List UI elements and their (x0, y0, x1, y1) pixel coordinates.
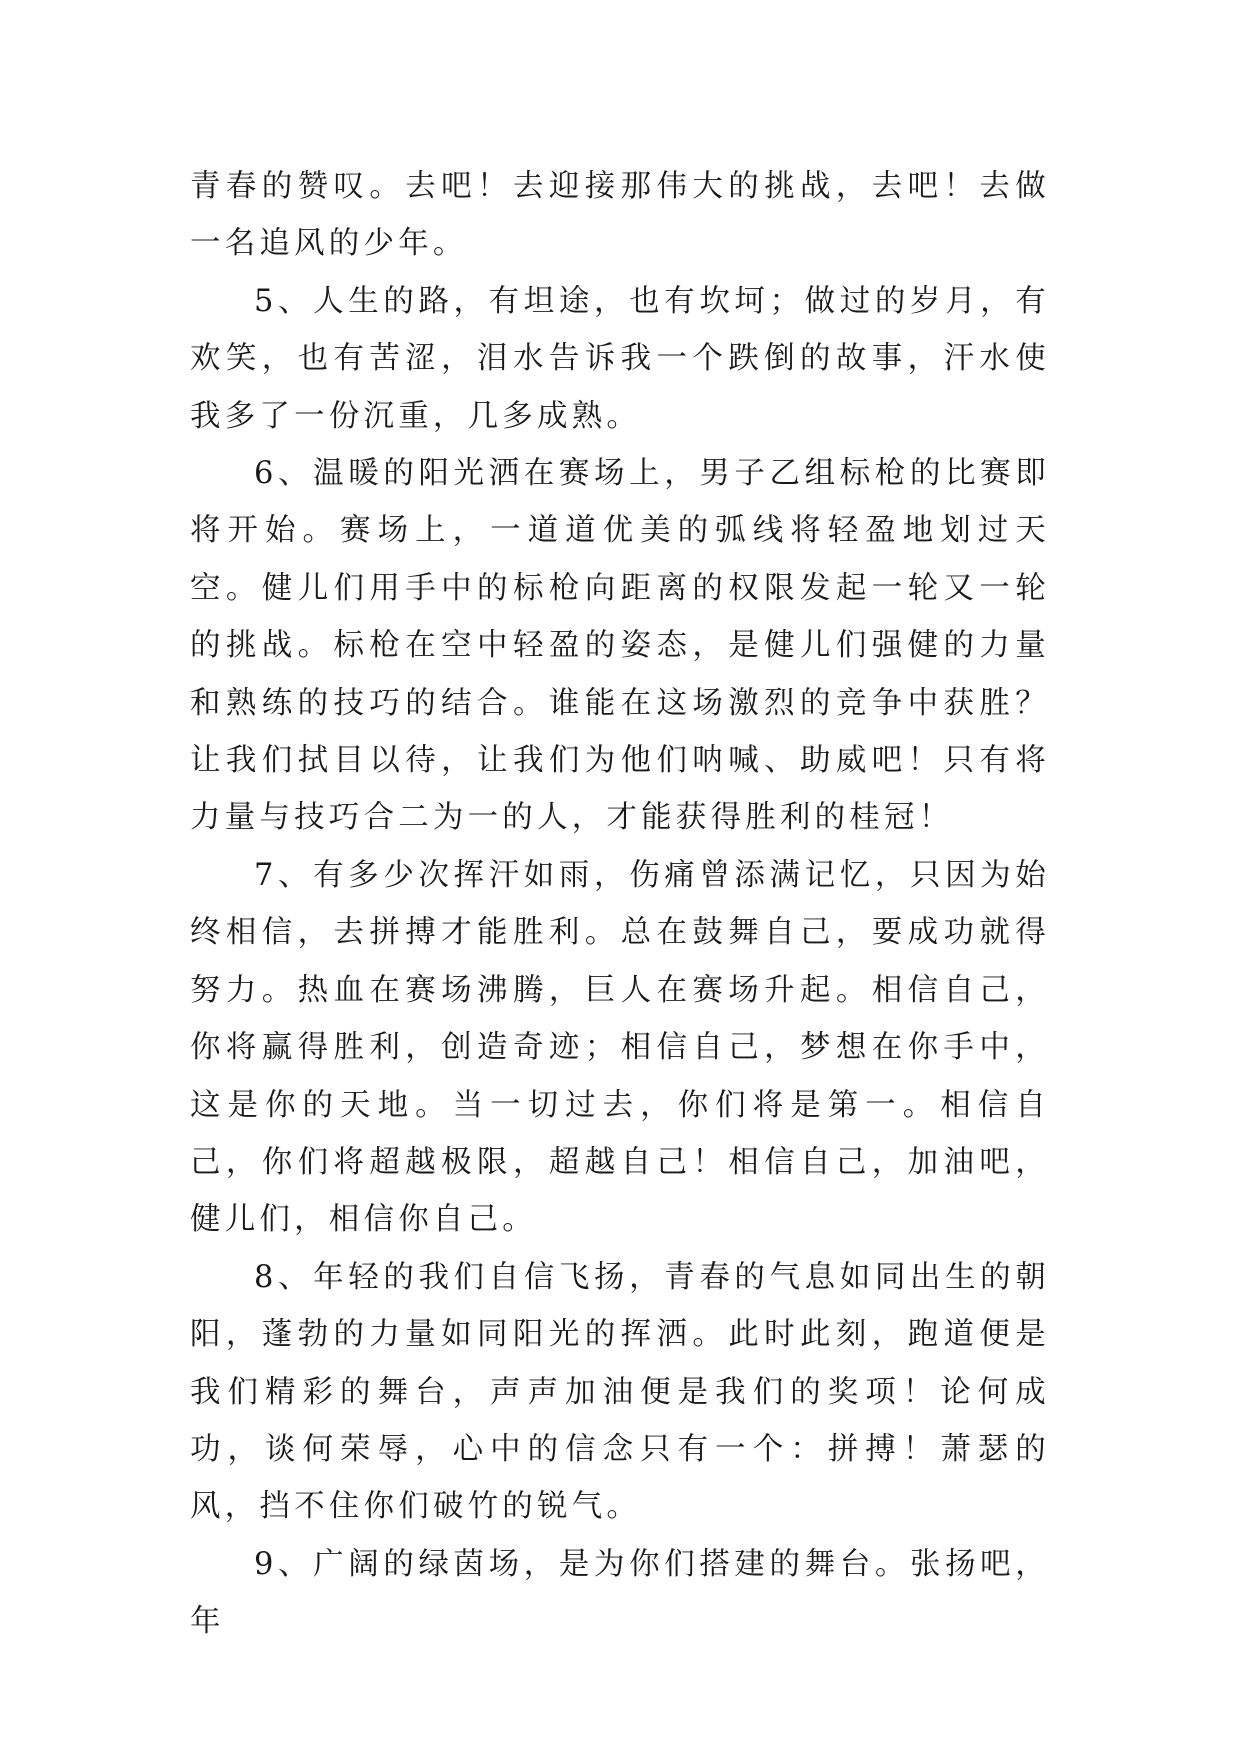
body-text (190, 158, 1050, 1651)
paragraph-5: 5、人生的路，有坦途，也有坎坷；做过的岁月，有欢笑，也有苦涩，泪水告诉我一个跌倒的故事，汗水使我多了一份沉重，几多成熟。 (190, 283, 1050, 434)
paragraph-6: 6、温暖的阳光洒在赛场上，男子乙组标枪的比赛即将开始。赛场上，一道道优美的弧线将轻盈地划过天空。健儿们用手中的标枪向距离的权限发起一轮又一轮的挑战。标枪在空中轻盈的姿态，是健儿们强健的力量和熟练的技巧的结合。谁能在这场激烈的竞争中获胜？让我们拭目以待，让我们为他们呐喊、助威吧！只有将力量与技巧合二为一的人，才能获得胜利的桂冠！ (190, 456, 1050, 836)
paragraph-9: 9、广阔的绿茵场，是为你们搭建的舞台。张扬吧，年 (190, 1546, 1050, 1640)
paragraph-7: 7、有多少次挥汗如雨，伤痛曾添满记忆，只因为始终相信，去拼搏才能胜利。总在鼓舞自己，要成功就得努力。热血在赛场沸腾，巨人在赛场升起。相信自己，你将赢得胜利，创造奇迹；相信自己，梦想在你手中，这是你的天地。当一切过去，你们将是第一。相信自己，你们将超越极限，超越自己！相信自己，加油吧，健儿们，相信你自己。 (190, 857, 1050, 1238)
paragraph-8: 8、年轻的我们自信飞扬，青春的气息如同出生的朝阳，蓬勃的力量如同阳光的挥洒。此时此刻，跑道便是我们精彩的舞台，声声加油便是我们的奖项！论何成功，谈何荣辱，心中的信念只有一个：拼搏！萧瑟的风，挡不住你们破竹的锐气。 (190, 1259, 1050, 1525)
paragraph-continuation: 青春的赞叹。去吧！去迎接那伟大的挑战，去吧！去做一名追风的少年。 (190, 169, 1050, 262)
